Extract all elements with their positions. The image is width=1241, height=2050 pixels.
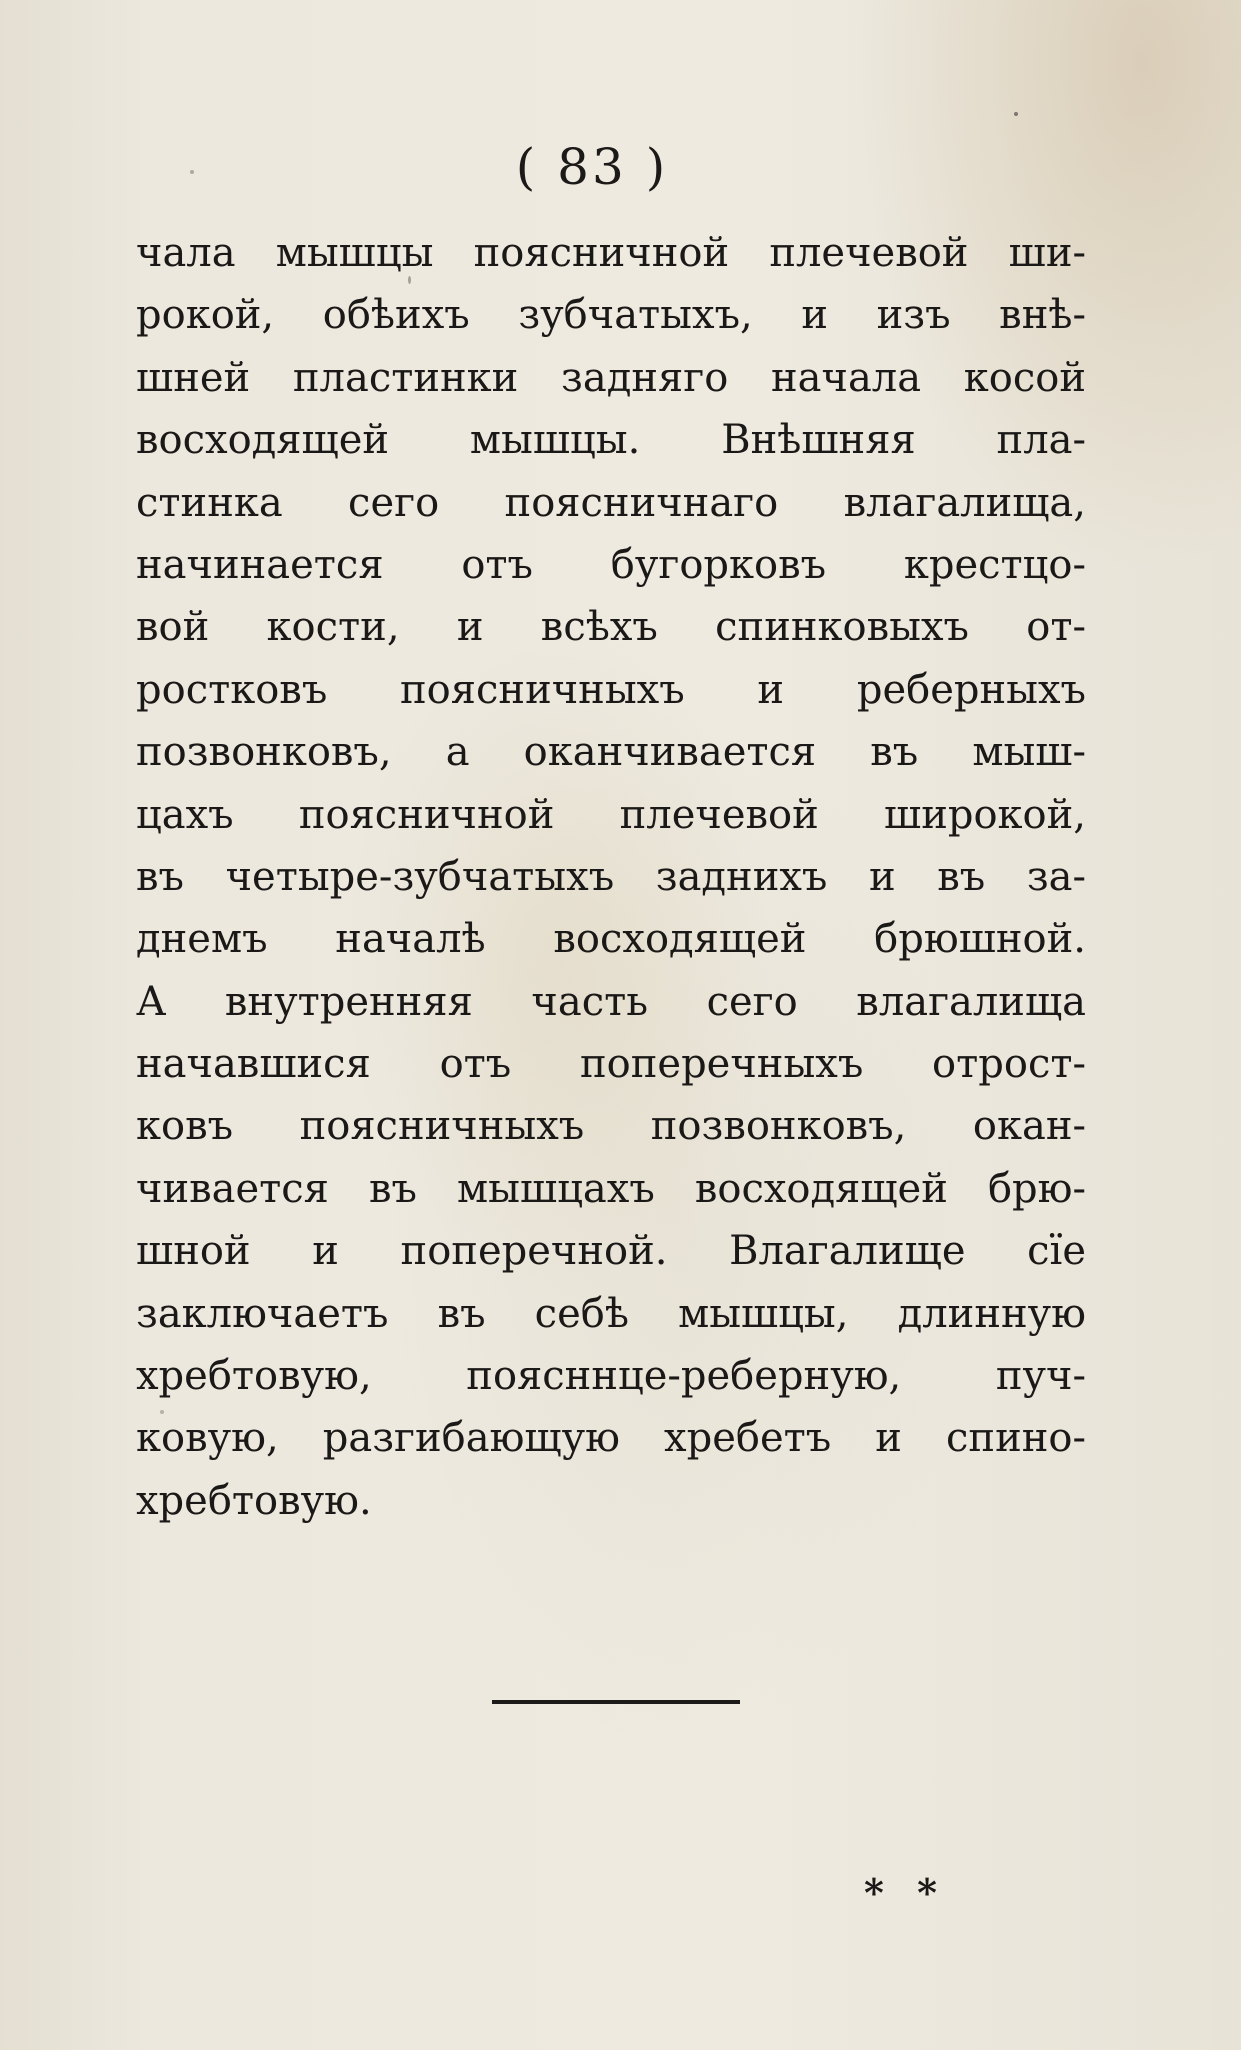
text-line: вой кости, и всѣхъ спинковыхъ от- xyxy=(136,604,1086,651)
end-rule xyxy=(492,1700,740,1704)
text-line: ковъ поясничныхъ позвонковъ, окан- xyxy=(136,1103,1086,1150)
body-text xyxy=(136,222,1086,1532)
signature-mark: * * xyxy=(864,1870,947,1915)
text-line: ковую, разгибающую хребетъ и спино- xyxy=(136,1415,1086,1462)
text-line-last: хребтовую. xyxy=(136,1477,372,1524)
text-line: позвонковъ, а оканчивается въ мыш- xyxy=(136,729,1086,776)
text-line: цахъ поясничной плечевой широкой, xyxy=(136,791,1086,838)
text-line: чала мышцы поясничной плечевой ши- xyxy=(136,230,1086,276)
paper-speck xyxy=(160,1410,164,1414)
page-number: ( 83 ) xyxy=(515,138,669,196)
text-line: рокой, обѣихъ зубчатыхъ, и изъ внѣ- xyxy=(136,292,1086,339)
text-line: въ четыре-зубчатыхъ заднихъ и въ за- xyxy=(136,853,1086,900)
text-line: стинка сего поясничнаго влагалища, xyxy=(136,479,1086,526)
paper-speck xyxy=(408,276,411,284)
text-line: хребтовую, поясннце-реберную, пуч- xyxy=(136,1353,1086,1400)
text-line: начинается отъ бугорковъ крестцо- xyxy=(136,541,1086,588)
text-line: заключаетъ въ себѣ мышцы, длинную xyxy=(136,1290,1086,1337)
text-line: чивается въ мышцахъ восходящей брю- xyxy=(136,1165,1086,1212)
text-line: шной и поперечной. Влагалище сїе xyxy=(136,1228,1086,1275)
text-line: начавшися отъ поперечныхъ отрост- xyxy=(136,1041,1086,1088)
text-line: днемъ началѣ восходящей брюшной. xyxy=(136,916,1086,963)
paper-speck xyxy=(1014,112,1018,116)
paper-speck xyxy=(190,170,194,174)
text-line: ростковъ поясничныхъ и реберныхъ xyxy=(136,666,1086,713)
text-line: А внутренняя часть сего влагалища xyxy=(136,978,1086,1025)
text-line: шней пластинки задняго начала косой xyxy=(136,354,1086,401)
paper-speck xyxy=(470,625,474,629)
text-line: восходящей мышцы. Внѣшняя пла- xyxy=(136,417,1086,464)
